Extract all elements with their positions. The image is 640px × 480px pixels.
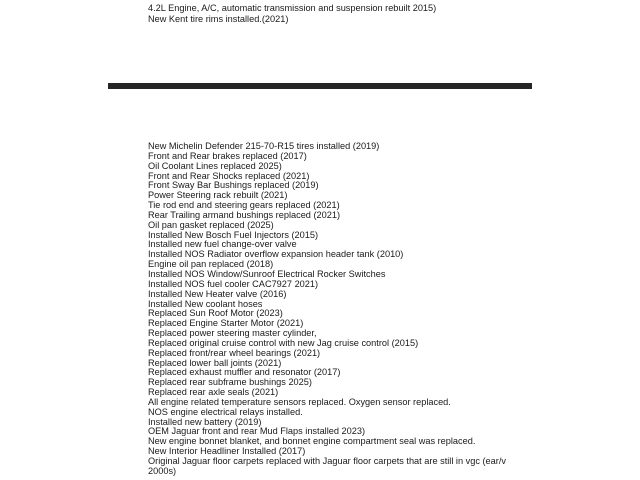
list-item: New Interior Headliner Installed (2017): [148, 446, 306, 457]
list-item: NOS engine electrical relays installed.: [148, 406, 303, 417]
list-item: Engine oil pan replaced (2018): [148, 259, 274, 270]
top-text-block: [148, 3, 436, 24]
list-item: New Michelin Defender 215-70-R15 tires installed (2019): [148, 141, 380, 151]
list-item: OEM Jaguar front and rear Mud Flaps installed 2023): [148, 426, 366, 437]
list-item: Tie rod end and steering gears replaced (2021): [148, 200, 340, 211]
list-item: Installed new battery (2019): [148, 416, 262, 427]
list-item: New engine bonnet blanket, and bonnet engine compartment seal was replaced.: [148, 436, 476, 447]
list-item: Replaced lower ball joints (2021): [148, 357, 282, 368]
list-item: Installed new fuel change-over valve: [148, 239, 297, 250]
section-divider: [108, 83, 532, 89]
list-item: Original Jaguar floor carpets replaced with Jaguar floor carpets that are still in vgc (ear/v 2000s): [148, 456, 506, 476]
list-item: Power Steering rack rebuilt (2021): [148, 190, 288, 201]
list-item: Front and Rear Shocks replaced (2021): [148, 170, 310, 181]
list-item: Front Sway Bar Bushings replaced (2019): [148, 180, 319, 191]
list-item: Replaced original cruise control with new Jag cruise control (2015): [148, 337, 419, 348]
list-item: Oil Coolant Lines replaced 2025): [148, 160, 282, 171]
list-item: Installed New Heater valve (2016): [148, 288, 287, 299]
list-item: Replaced rear axle seals (2021): [148, 387, 279, 398]
list-item: Installed NOS Radiator overflow expansion header tank (2010): [148, 249, 404, 260]
list-item: All engine related temperature sensors replaced. Oxygen sensor replaced.: [148, 396, 451, 407]
list-item: Rear Trailing armand bushings replaced (2021): [148, 209, 341, 220]
list-item: Installed NOS fuel cooler CAC7927 2021): [148, 278, 319, 289]
list-item: Front and Rear brakes replaced (2017): [148, 150, 307, 161]
top-line: 4.2L Engine, A/C, automatic transmission and suspension rebuilt 2015): [148, 3, 437, 13]
list-item: Replaced Sun Roof Motor (2023): [148, 308, 283, 319]
list-item: Replaced front/rear wheel bearings (2021): [148, 347, 321, 358]
top-line: New Kent tire rims installed.(2021): [148, 13, 289, 24]
list-item: Installed New Bosch Fuel Injectors (2015): [148, 229, 319, 240]
maintenance-list: [148, 142, 528, 477]
list-item: Replaced rear subframe bushings 2025): [148, 377, 312, 388]
list-item: Replaced power steering master cylinder,: [148, 328, 317, 339]
list-item: Installed New coolant hoses: [148, 298, 263, 309]
list-item: Installed NOS Window/Sunroof Electrical Rocker Switches: [148, 268, 386, 279]
list-item: Replaced Engine Starter Motor (2021): [148, 318, 304, 329]
list-item: Oil pan gasket replaced (2025): [148, 219, 274, 230]
list-item: Replaced exhaust muffler and resonator (2017): [148, 367, 341, 378]
